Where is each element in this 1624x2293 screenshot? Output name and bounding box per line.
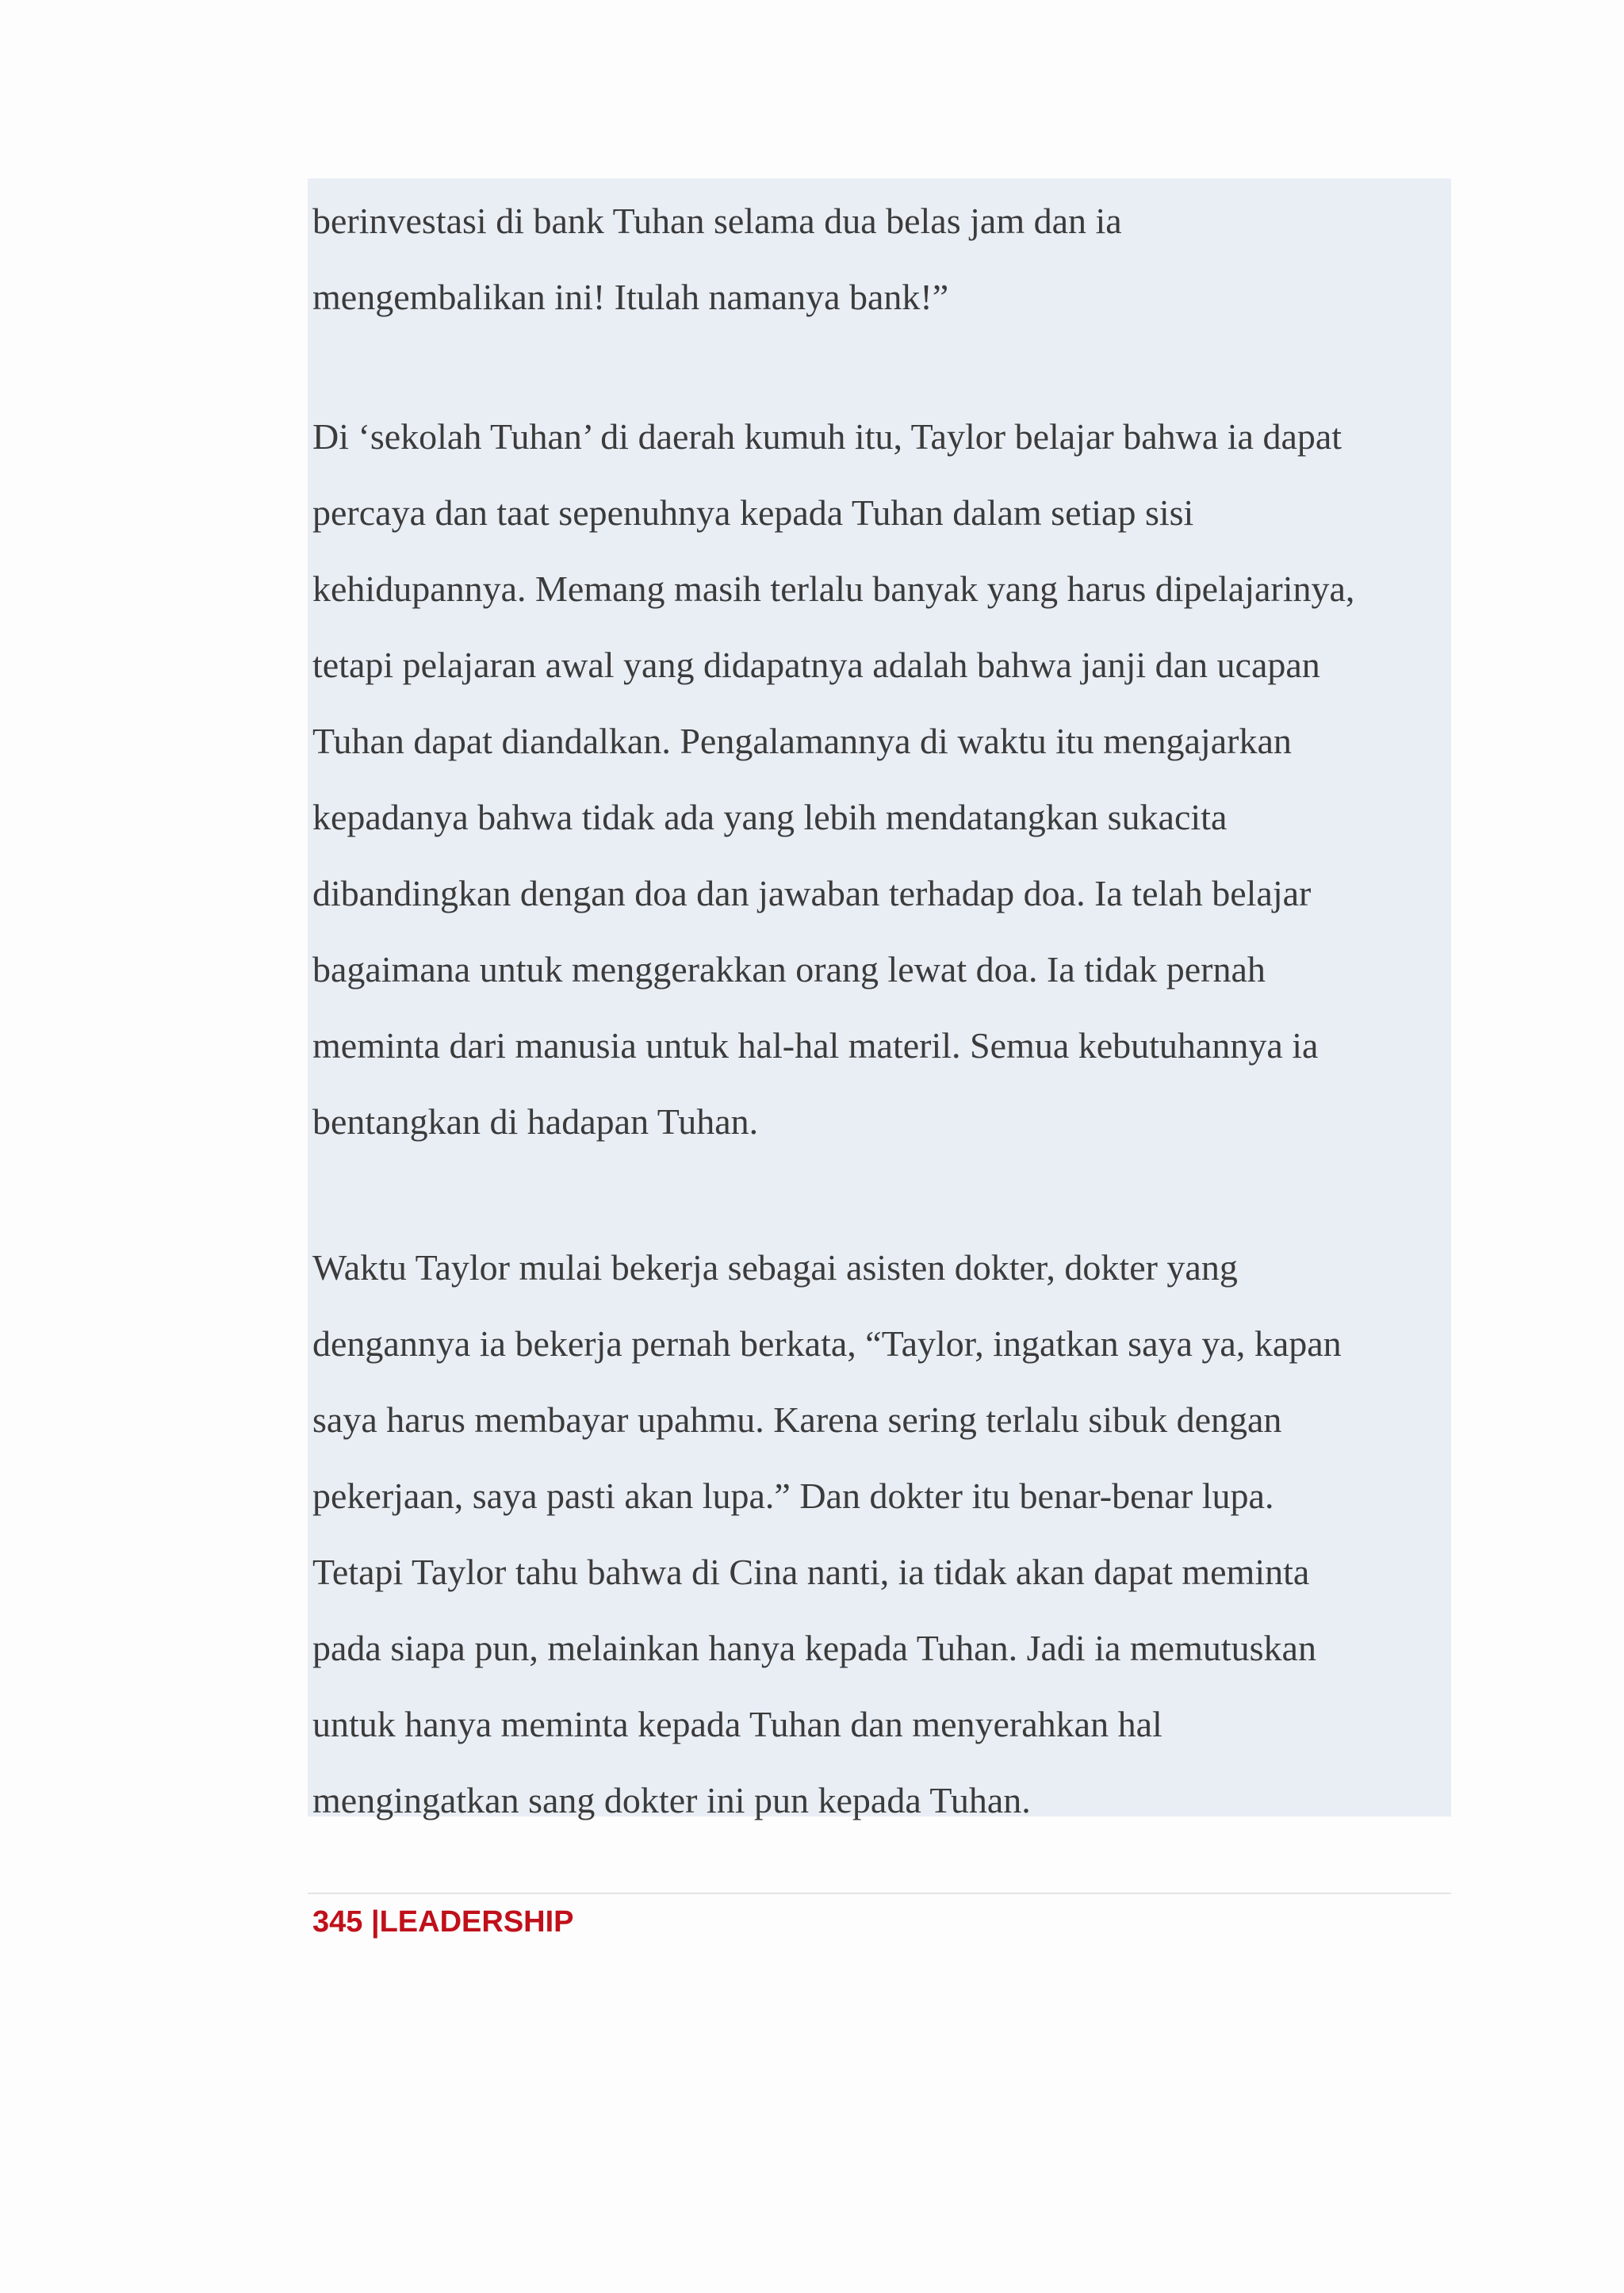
text-line: tetapi pelajaran awal yang didapatnya adalah bahwa janji dan ucapan	[312, 645, 1320, 685]
paragraph-2	[312, 399, 1354, 1160]
text-line: berinvestasi di bank Tuhan selama dua belas jam dan ia	[312, 201, 1122, 241]
text-line: pekerjaan, saya pasti akan lupa.” Dan dokter itu benar-benar lupa.	[312, 1476, 1274, 1516]
footer-divider	[308, 1893, 1451, 1894]
text-line: mengingatkan sang dokter ini pun kepada Tuhan.	[312, 1780, 1031, 1820]
text-line: bentangkan di hadapan Tuhan.	[312, 1101, 759, 1142]
text-line: bagaimana untuk menggerakkan orang lewat doa. Ia tidak pernah	[312, 949, 1266, 990]
text-line: dengannya ia bekerja pernah berkata, “Taylor, ingatkan saya ya, kapan	[312, 1323, 1342, 1364]
text-line: pada siapa pun, melainkan hanya kepada Tuhan. Jadi ia memutuskan	[312, 1628, 1316, 1668]
text-line: percaya dan taat sepenuhnya kepada Tuhan dalam setiap sisi	[312, 492, 1194, 533]
page-footer-label: 345 |LEADERSHIP	[312, 1905, 574, 1939]
text-line: mengembalikan ini! Itulah namanya bank!”	[312, 277, 949, 317]
text-line: Tuhan dapat diandalkan. Pengalamannya di waktu itu mengajarkan	[312, 721, 1292, 761]
text-line: kehidupannya. Memang masih terlalu banyak yang harus dipelajarinya,	[312, 568, 1355, 609]
text-line: Waktu Taylor mulai bekerja sebagai asisten dokter, dokter yang	[312, 1247, 1238, 1288]
text-line: Di ‘sekolah Tuhan’ di daerah kumuh itu, Taylor belajar bahwa ia dapat	[312, 416, 1342, 457]
paragraph-3	[312, 1230, 1342, 1839]
text-line: Tetapi Taylor tahu bahwa di Cina nanti, ia tidak akan dapat meminta	[312, 1552, 1310, 1592]
text-line: untuk hanya meminta kepada Tuhan dan menyerahkan hal	[312, 1704, 1162, 1744]
text-line: kepadanya bahwa tidak ada yang lebih mendatangkan sukacita	[312, 797, 1228, 837]
text-line: meminta dari manusia untuk hal-hal materil. Semua kebutuhannya ia	[312, 1025, 1319, 1066]
text-line: dibandingkan dengan doa dan jawaban terhadap doa. Ia telah belajar	[312, 873, 1312, 913]
text-line: saya harus membayar upahmu. Karena sering terlalu sibuk dengan	[312, 1399, 1282, 1440]
paragraph-1	[312, 183, 1122, 335]
highlighted-text-block	[308, 178, 1451, 1820]
